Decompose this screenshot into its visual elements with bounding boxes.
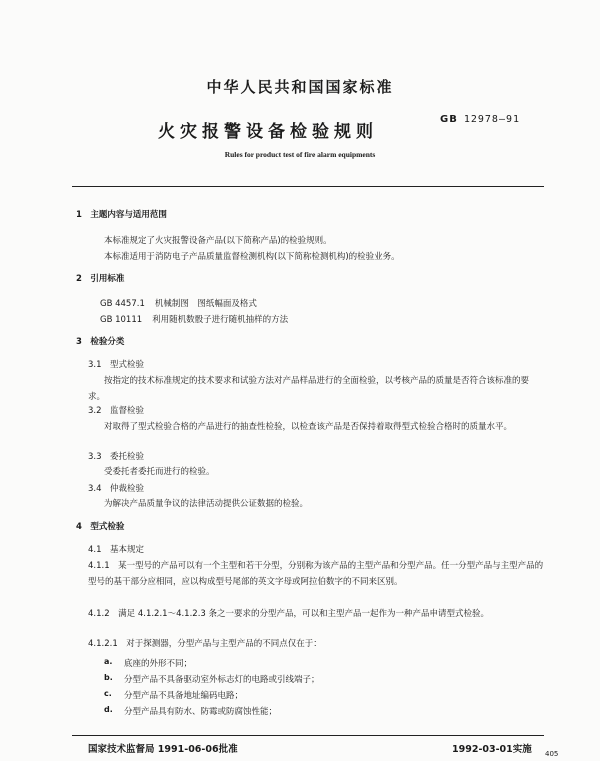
list-item-d-text: 分型产品具有防水、防霉或防腐蚀性能；: [124, 707, 278, 717]
list-item-a-mark: a.: [104, 657, 113, 666]
list-item-b-text: 分型产品不具备驱动室外标志灯的电路或引线端子；: [124, 675, 320, 685]
gb-number: 12978—91: [463, 114, 521, 125]
top-rule: [72, 186, 544, 187]
national-standard-heading: 中华人民共和国国家标准: [206, 78, 394, 96]
section-3-1-text: 按指定的技术标准规定的技术要求和试验方法对产品样品进行的全面检验，以考核产品的质量是否符合该标准的要求。: [88, 376, 530, 402]
reference-2-code: GB 10111: [100, 315, 143, 325]
document-title: 火灾报警设备检验规则: [158, 122, 378, 142]
list-item-c-mark: c.: [104, 689, 112, 698]
section-3-4-text: 为解决产品质量争议的法律活动提供公证数据的检验。: [104, 499, 309, 509]
list-item-d-mark: d.: [104, 705, 113, 714]
list-item-a-text: 底座的外形不同；: [124, 659, 193, 669]
bottom-rule: [72, 735, 544, 736]
list-item-b-mark: b.: [104, 673, 113, 682]
list-item-c-text: 分型产品不具备地址编码电路；: [124, 691, 244, 701]
effective-date: 1992-03-01实施: [452, 744, 532, 755]
section-3-2-heading: 3.2 监督检验: [88, 406, 145, 416]
reference-1: [100, 299, 257, 310]
section-3-heading: 3 检验分类: [76, 337, 125, 347]
section-3-3-text: 受委托者委托而进行的检验。: [104, 467, 215, 477]
reference-2: [100, 315, 288, 326]
page-number: 405: [545, 750, 559, 758]
section-2-heading: 2 引用标准: [76, 274, 125, 284]
section-3-4-heading: 3.4 仲裁检验: [88, 484, 145, 494]
section-4-1-1-text: 4.1.1 某一型号的产品可以有一个主型和若干分型，分别称为该产品的主型产品和分型产品。任一分型产品与主型产品的型号的基干部分应相同，应以构成型号尾部的英文字母或阿拉伯数字的不同来区别。: [88, 561, 544, 587]
gb-prefix: GB: [440, 114, 458, 125]
section-3-3-heading: 3.3 委托检验: [88, 452, 145, 462]
reference-2-text: 利用随机数骰子进行随机抽样的方法: [152, 315, 289, 325]
english-title: Rules for product test of fire alarm equipments: [224, 150, 376, 159]
section-1-para-2: 本标准适用于消防电子产品质量监督检测机构(以下简称检测机构)的检验业务。: [104, 252, 400, 262]
section-4-1-2-text: 4.1.2 满足 4.1.2.1～4.1.2.3 条之一要求的分型产品，可以和主型产品一起作为一种产品申请型式检验。: [88, 609, 490, 619]
section-1-heading: 1 主题内容与适用范围: [76, 210, 167, 220]
section-4-1-heading: 4.1 基本规定: [88, 545, 145, 555]
section-3-2-text: 对取得了型式检验合格的产品进行的抽查性检验，以检查该产品是否保持着取得型式检验合格时的质量水平。: [104, 422, 513, 432]
reference-1-text: 机械制图 图纸幅面及格式: [154, 299, 257, 309]
section-4-heading: 4 型式检验: [76, 522, 125, 532]
section-1-para-1: 本标准规定了火灾报警设备产品(以下简称产品)的检验规则。: [104, 236, 332, 246]
section-4-1-2-1-heading: 4.1.2.1 对于探测器，分型产品与主型产品的不同点仅在于：: [88, 639, 322, 649]
reference-1-code: GB 4457.1: [100, 299, 145, 309]
standard-number: [440, 114, 520, 125]
section-3-1-heading: 3.1 型式检验: [88, 360, 145, 370]
approval-line: 国家技术监督局 1991-06-06批准: [88, 744, 238, 755]
